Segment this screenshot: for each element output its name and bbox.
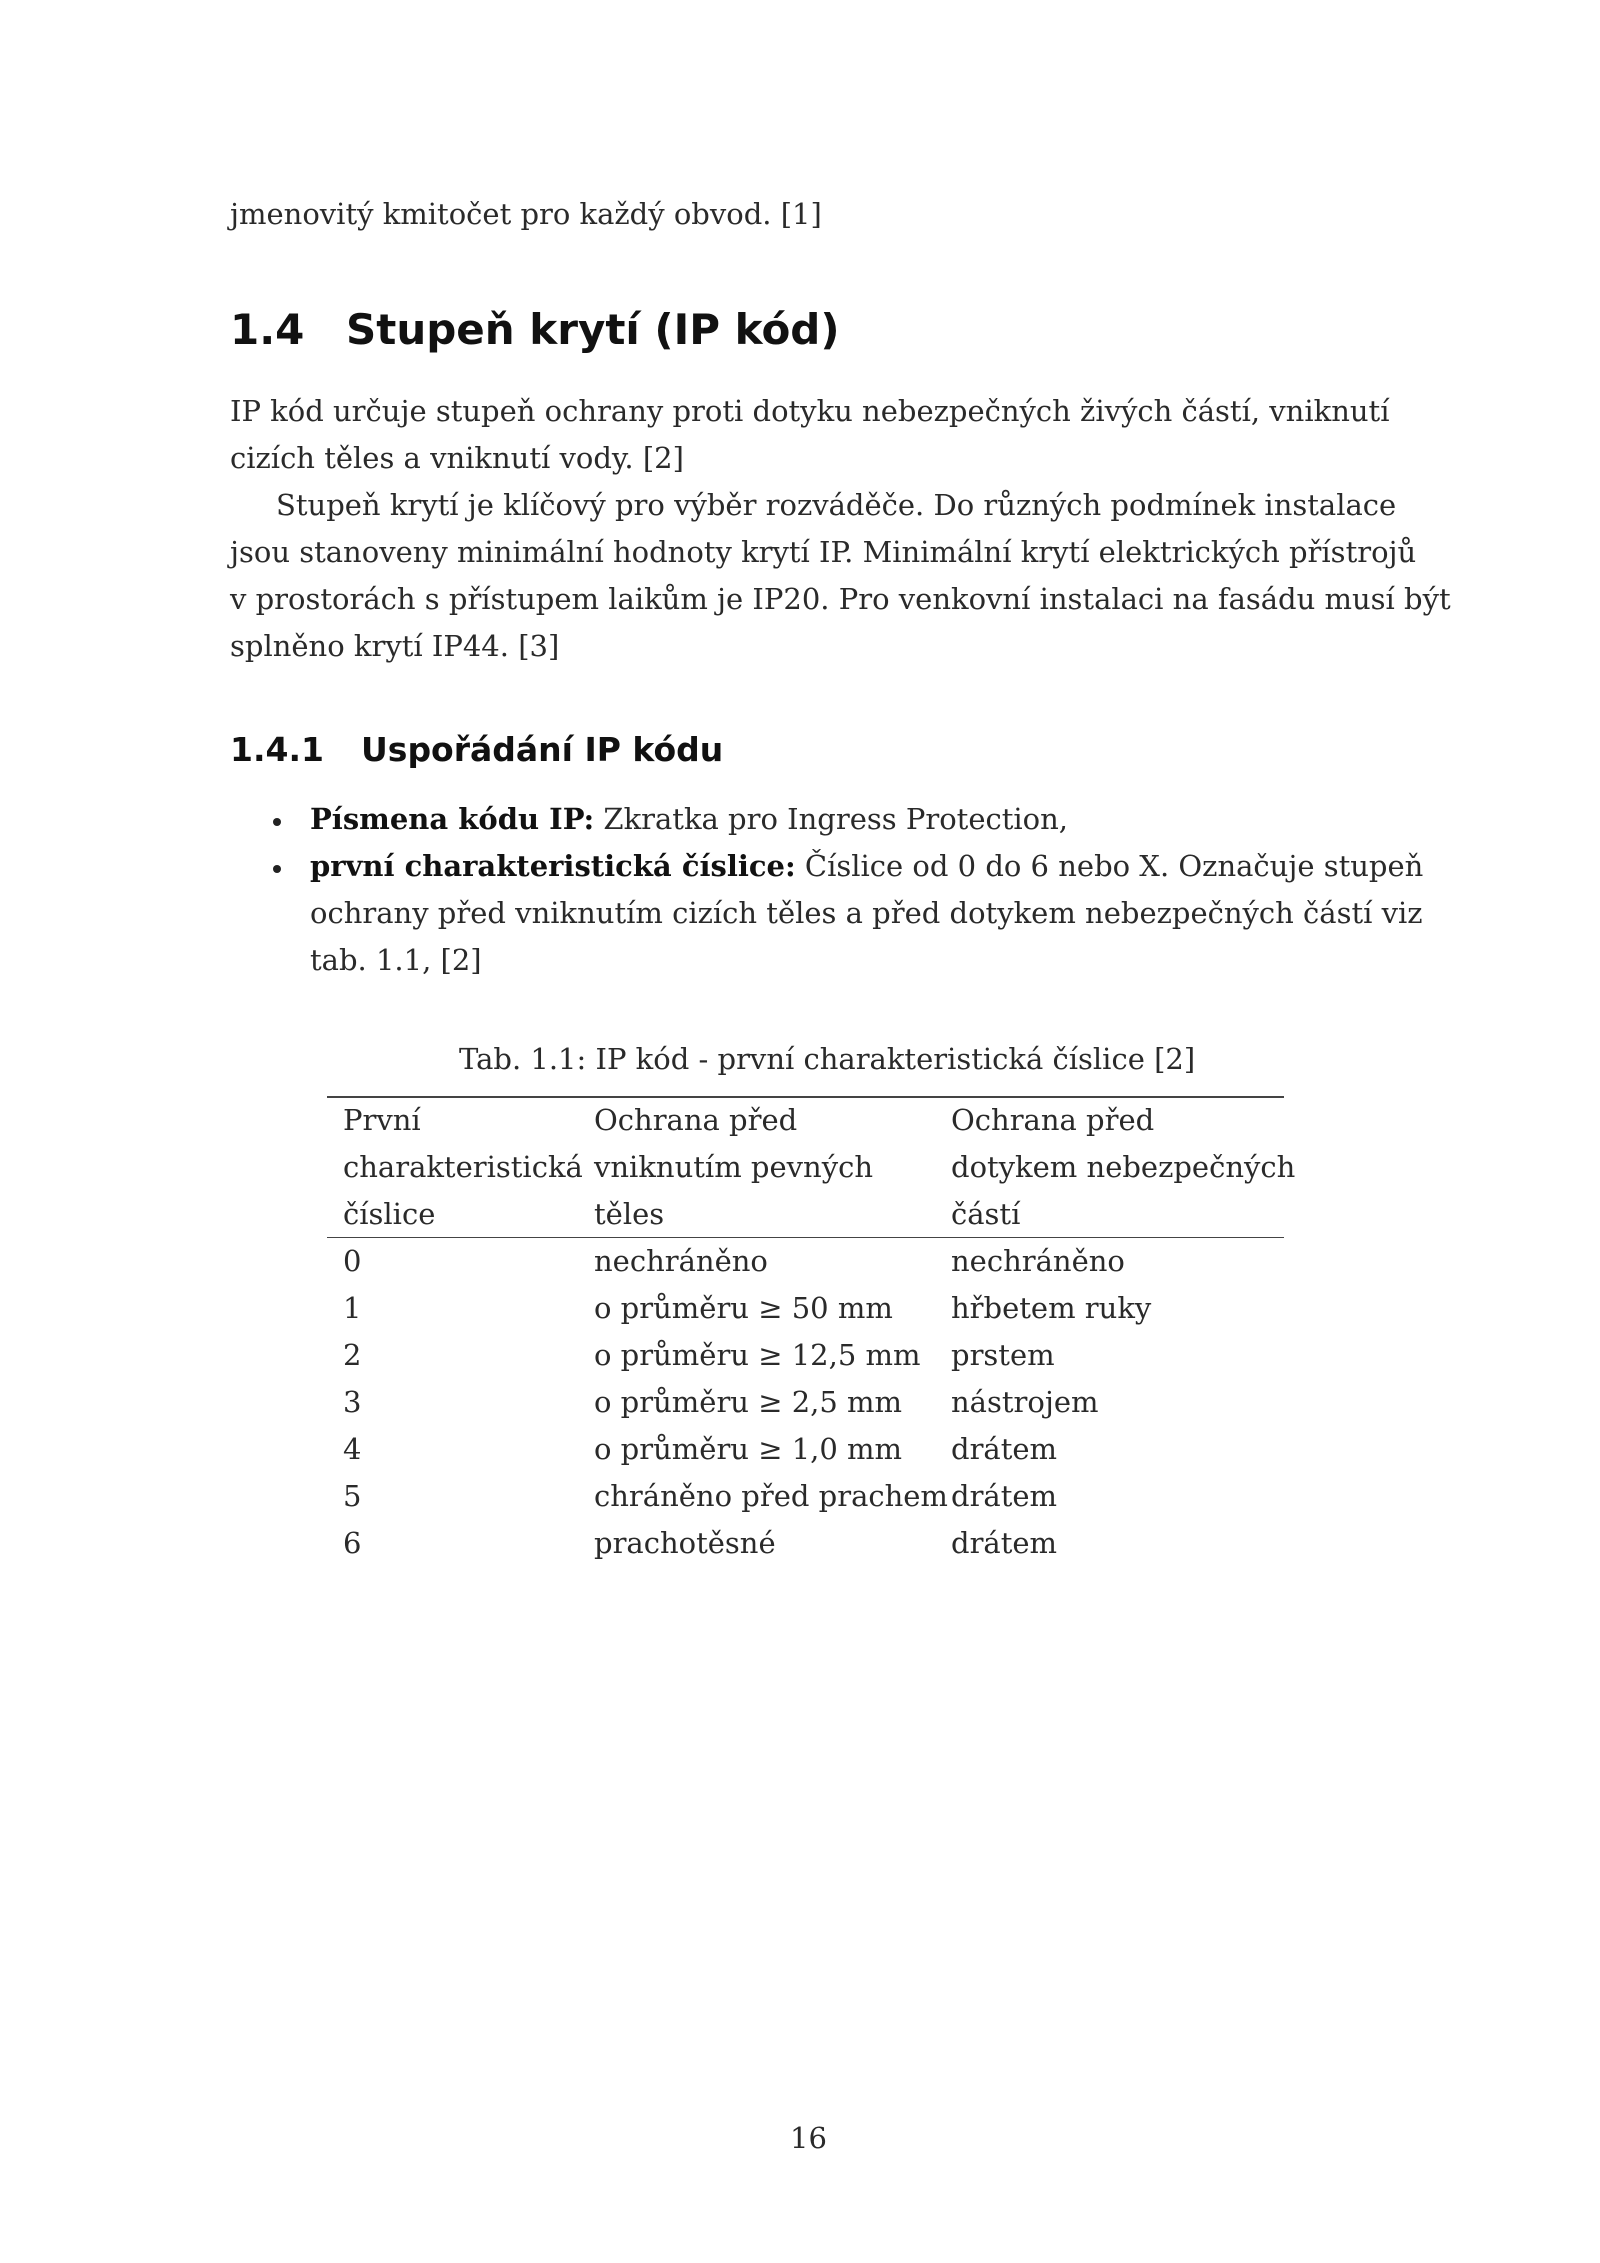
table-cell: nechráněno: [594, 1244, 768, 1278]
table-cell: 2: [343, 1338, 362, 1372]
paragraph-line: splněno krytí IP44. [3]: [230, 629, 560, 663]
table-cell: hřbetem ruky: [951, 1291, 1152, 1325]
paragraph-line: Stupeň krytí je klíčový pro výběr rozváděče. Do různých podmínek instalace: [276, 488, 1397, 522]
paragraph-line: IP kód určuje stupeň ochrany proti dotyku nebezpečných živých částí, vniknutí: [230, 394, 1390, 428]
bullet-icon: [273, 865, 281, 873]
bullet-icon: [273, 818, 281, 826]
table-cell: 0: [343, 1244, 362, 1278]
table-cell: nástrojem: [951, 1385, 1099, 1419]
list-item: [310, 802, 1069, 836]
table-cell: o průměru ≥ 12,5 mm: [594, 1338, 921, 1372]
table-cell: drátem: [951, 1526, 1058, 1560]
paragraph-line: cizích těles a vniknutí vody. [2]: [230, 441, 684, 475]
table-cell: chráněno před prachem: [594, 1479, 948, 1513]
bullet-term: první charakteristická číslice:: [310, 849, 796, 883]
table-cell: 1: [343, 1291, 362, 1325]
table-cell: 4: [343, 1432, 362, 1466]
table-cell: 3: [343, 1385, 362, 1419]
table-mid-rule: [327, 1237, 1284, 1238]
table-cell: drátem: [951, 1479, 1058, 1513]
header-cell: vniknutím pevných: [594, 1150, 873, 1184]
table-cell: prstem: [951, 1338, 1055, 1372]
header-cell: charakteristická: [343, 1150, 583, 1184]
bullet-text: Zkratka pro Ingress Protection,: [603, 802, 1069, 836]
bullet-text: tab. 1.1, [2]: [310, 943, 482, 977]
header-cell: částí: [951, 1197, 1021, 1231]
table-top-rule: [327, 1096, 1284, 1098]
header-cell: Ochrana před: [594, 1103, 798, 1137]
section-title: Stupeň krytí (IP kód): [346, 305, 840, 354]
table-cell: o průměru ≥ 50 mm: [594, 1291, 893, 1325]
table-cell: o průměru ≥ 2,5 mm: [594, 1385, 903, 1419]
table-cell: 6: [343, 1526, 362, 1560]
header-cell: těles: [594, 1197, 665, 1231]
page-number: 16: [790, 2121, 827, 2155]
table-cell: prachotěsné: [594, 1526, 776, 1560]
header-cell: dotykem nebezpečných: [951, 1150, 1296, 1184]
intro-line: jmenovitý kmitočet pro každý obvod. [1]: [230, 197, 822, 231]
table-cell: nechráněno: [951, 1244, 1125, 1278]
table-cell: o průměru ≥ 1,0 mm: [594, 1432, 903, 1466]
subsection-title: Uspořádání IP kódu: [361, 730, 724, 769]
list-item: [310, 849, 1424, 883]
table-cell: drátem: [951, 1432, 1058, 1466]
header-cell: Ochrana před: [951, 1103, 1155, 1137]
paragraph-line: v prostorách s přístupem laikům je IP20. Pro venkovní instalaci na fasádu musí být: [230, 582, 1451, 616]
table-cell: 5: [343, 1479, 362, 1513]
bullet-text: ochrany před vniknutím cizích těles a před dotykem nebezpečných částí viz: [310, 896, 1423, 930]
header-cell: První: [343, 1103, 421, 1137]
subsection-number: 1.4.1: [230, 730, 324, 769]
section-number: 1.4: [230, 305, 305, 354]
bullet-text: Číslice od 0 do 6 nebo X. Označuje stupeň: [804, 849, 1424, 883]
table-caption: Tab. 1.1: IP kód - první charakteristická číslice [2]: [459, 1042, 1196, 1076]
bullet-term: Písmena kódu IP:: [310, 802, 595, 836]
paragraph-line: jsou stanoveny minimální hodnoty krytí IP. Minimální krytí elektrických přístrojů: [230, 535, 1417, 569]
header-cell: číslice: [343, 1197, 436, 1231]
